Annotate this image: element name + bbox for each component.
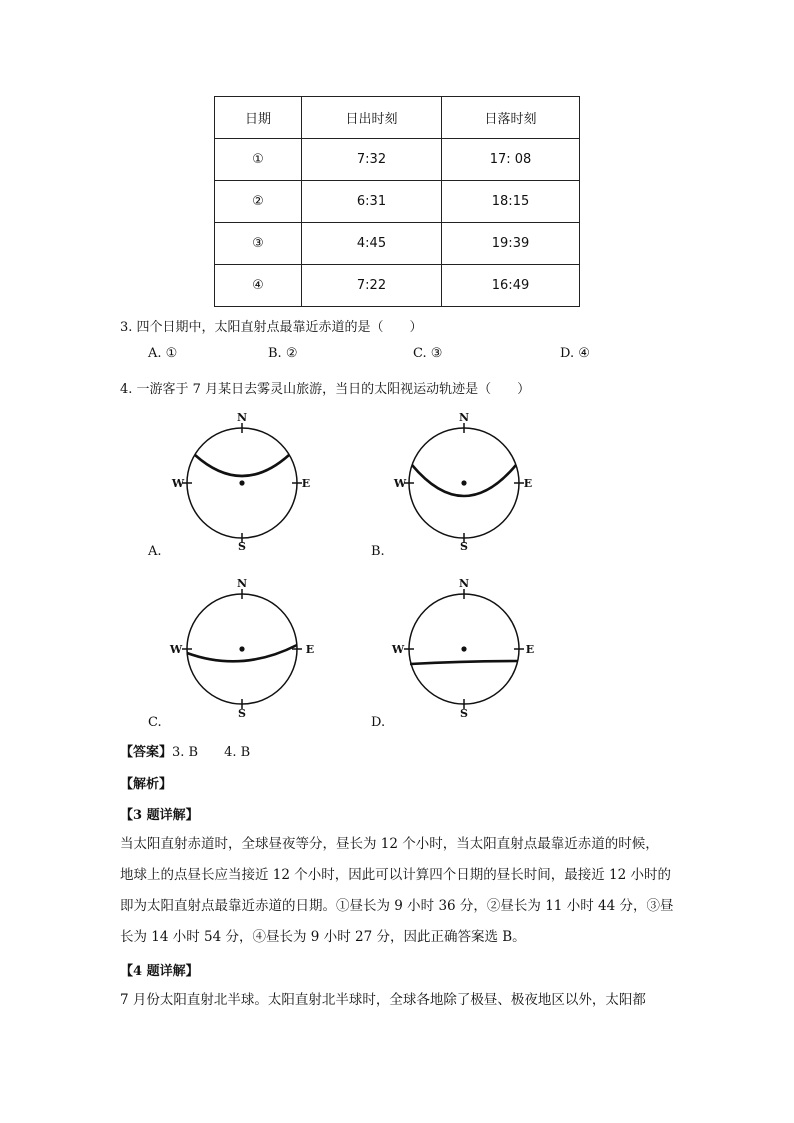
observer-dot [461,646,466,651]
table-row [215,223,580,265]
cell-sunset: 16:49 [442,265,580,307]
label-e: E [301,477,311,490]
label-e: E [523,477,533,490]
label-e: E [525,643,535,656]
cell-date: ④ [215,265,302,307]
answer-line [120,741,250,760]
q4-explanation [120,985,646,1016]
table-row [215,181,580,223]
explanation-line: 长为 14 小时 54 分，④昼长为 9 小时 27 分，因此正确答案选 B。 [120,929,526,945]
observer-dot [239,646,244,651]
question-4-stem: 4. 一游客于 7 月某日去雾灵山旅游，当日的太阳视运动轨迹是（ ） [120,382,531,397]
q4-option-d: D. [371,715,386,730]
q3-option-b: B. ② [268,346,298,361]
label-s: S [460,540,468,553]
cell-date: ② [215,181,302,223]
table-row [215,265,580,307]
answer-text: 3. B 4. B [172,745,251,760]
sunrise-sunset-table [214,96,580,307]
table-row [215,139,580,181]
q3-explanation [120,829,673,953]
label-s: S [238,707,246,720]
explanation-line: 地球上的点昼长应当接近 12 个小时，因此可以计算四个日期的昼长时间，最接近 12 小时的 [120,867,672,883]
q3-detail-label: 【3 题详解】 [120,808,199,823]
q4-detail-label: 【4 题详解】 [120,964,199,979]
cell-date: ① [215,139,302,181]
q4-option-c: C. [148,715,162,730]
cell-sunset: 18:15 [442,181,580,223]
label-e: E [305,643,315,656]
label-w: W [393,477,407,490]
cell-sunrise: 7:22 [302,265,442,307]
q3-option-d: D. ④ [560,346,590,361]
label-s: S [238,540,246,553]
cell-sunset: 19:39 [442,223,580,265]
table-header-row [215,97,580,139]
question-3-stem: 3. 四个日期中，太阳直射点最靠近赤道的是（ ） [120,320,423,335]
observer-dot [239,480,244,485]
label-w: W [169,643,183,656]
sun-path-d [410,661,518,664]
explanation-line: 7 月份太阳直射北半球。太阳直射北半球时，全球各地除了极昼、极夜地区以外，太阳都 [120,992,646,1008]
label-n: N [236,577,248,590]
cell-sunrise: 7:32 [302,139,442,181]
sun-path-a [195,455,289,476]
label-w: W [391,643,405,656]
q4-option-a: A. [148,544,162,559]
label-n: N [458,411,470,424]
header-date: 日期 [215,97,302,139]
q3-option-c: C. ③ [413,346,443,361]
cell-sunrise: 6:31 [302,181,442,223]
answer-label: 【答案】 [120,745,173,760]
q3-option-a: A. ① [148,346,178,361]
cell-sunset: 17: 08 [442,139,580,181]
analysis-label: 【解析】 [120,777,173,792]
header-sunrise: 日出时刻 [302,97,442,139]
cell-date: ③ [215,223,302,265]
q4-option-b: B. [371,544,385,559]
observer-dot [461,480,466,485]
explanation-line: 即为太阳直射点最靠近赤道的日期。①昼长为 9 小时 36 分，②昼长为 11 小时 44 分，③昼 [120,898,674,914]
label-s: S [460,707,468,720]
header-sunset: 日落时刻 [442,97,580,139]
explanation-line: 当太阳直射赤道时，全球昼夜等分，昼长为 12 个小时，当太阳直射点最靠近赤道的时候， [120,836,659,852]
label-n: N [236,411,248,424]
cell-sunrise: 4:45 [302,223,442,265]
label-n: N [458,577,470,590]
label-w: W [171,477,185,490]
sun-path-diagrams [140,405,700,735]
